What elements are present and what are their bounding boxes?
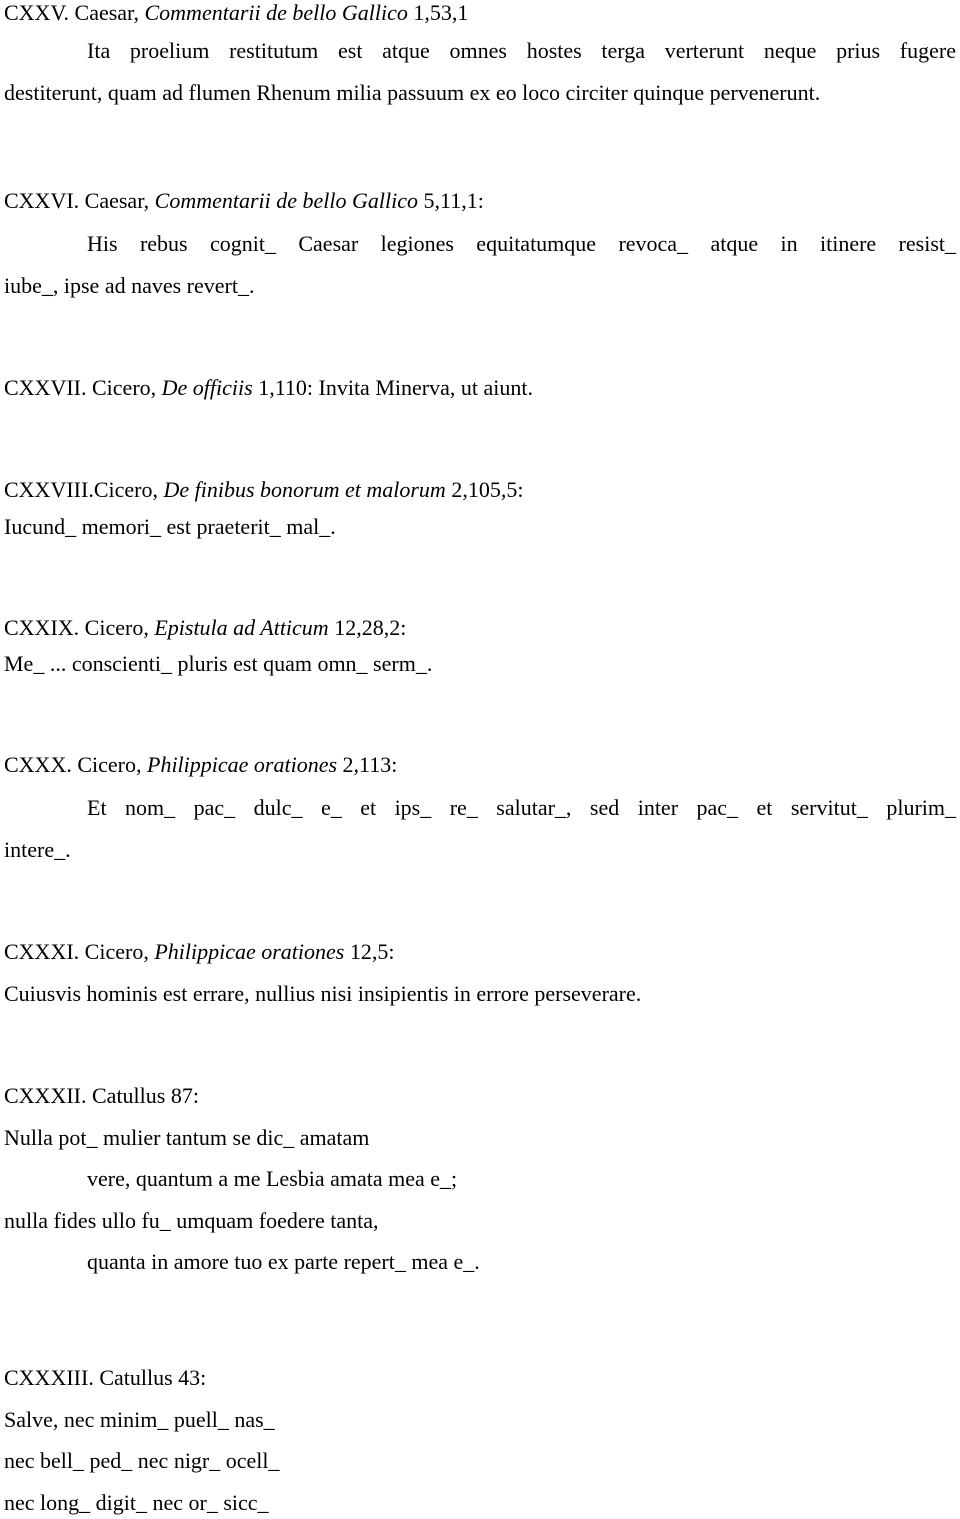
entry-heading-126: CXXVI. Caesar, Commentarii de bello Gallico 5,11,1:	[4, 188, 484, 213]
entry-heading-125: CXXV. Caesar, Commentarii de bello Gallico 1,53,1	[4, 0, 469, 25]
entry-text-line: Iucund_ memori_ est praeterit_ mal_.	[4, 514, 336, 539]
entry-heading-128: CXXVIII.Cicero, De finibus bonorum et malorum 2,105,5:	[4, 477, 524, 502]
entry-heading-131: CXXXI. Cicero, Philippicae orationes 12,5:	[4, 939, 395, 964]
entry-text-line: Me_ ... conscienti_ pluris est quam omn_ serm_.	[4, 651, 433, 676]
entry-heading-129: CXXIX. Cicero, Epistula ad Atticum 12,28,2:	[4, 615, 407, 640]
work-title: Philippicae orationes	[154, 939, 345, 964]
entry-heading-127: CXXVII. Cicero, De officiis 1,110: Invita Minerva, ut aiunt.	[4, 375, 533, 400]
entry-heading-132: CXXXII. Catullus 87:	[4, 1083, 199, 1108]
verse-line: quanta in amore tuo ex parte repert_ mea e_.	[87, 1249, 480, 1274]
entry-heading-130: CXXX. Cicero, Philippicae orationes 2,113:	[4, 752, 398, 777]
work-title: Commentarii de bello Gallico	[144, 0, 408, 25]
entry-text-line: iube_, ipse ad naves revert_.	[4, 273, 255, 298]
work-title: Philippicae orationes	[147, 752, 338, 777]
verse-line: Salve, nec minim_ puell_ nas_	[4, 1407, 275, 1432]
entry-heading-133: CXXXIII. Catullus 43:	[4, 1365, 207, 1390]
entry-text-line: destiterunt, quam ad flumen Rhenum milia passuum ex eo loco circiter quinque pervenerunt.	[4, 80, 821, 105]
entry-text-line: His rebus cognit_ Caesar legiones equitatumque revoca_ atque in itinere resist_	[87, 231, 956, 256]
verse-line: nec long_ digit_ nec or_ sicc_	[4, 1490, 269, 1515]
entry-text-line: Cuiusvis hominis est errare, nullius nisi insipientis in errore perseverare.	[4, 981, 642, 1006]
verse-line: nulla fides ullo fu_ umquam foedere tanta,	[4, 1208, 379, 1233]
entry-text-line: Et nom_ pac_ dulc_ e_ et ips_ re_ salutar_, sed inter pac_ et servitut_ plurim_	[87, 795, 956, 820]
verse-line: Nulla pot_ mulier tantum se dic_ amatam	[4, 1125, 370, 1150]
verse-line: vere, quantum a me Lesbia amata mea e_;	[87, 1166, 458, 1191]
verse-line: nec bell_ ped_ nec nigr_ ocell_	[4, 1448, 280, 1473]
work-title: De finibus bonorum et malorum	[163, 477, 446, 502]
work-title: Epistula ad Atticum	[154, 615, 329, 640]
work-title: De officiis	[161, 375, 253, 400]
entry-text-line: Ita proelium restitutum est atque omnes hostes terga verterunt neque prius fugere	[87, 38, 956, 63]
entry-text-line: intere_.	[4, 837, 71, 862]
work-title: Commentarii de bello Gallico	[154, 188, 419, 213]
